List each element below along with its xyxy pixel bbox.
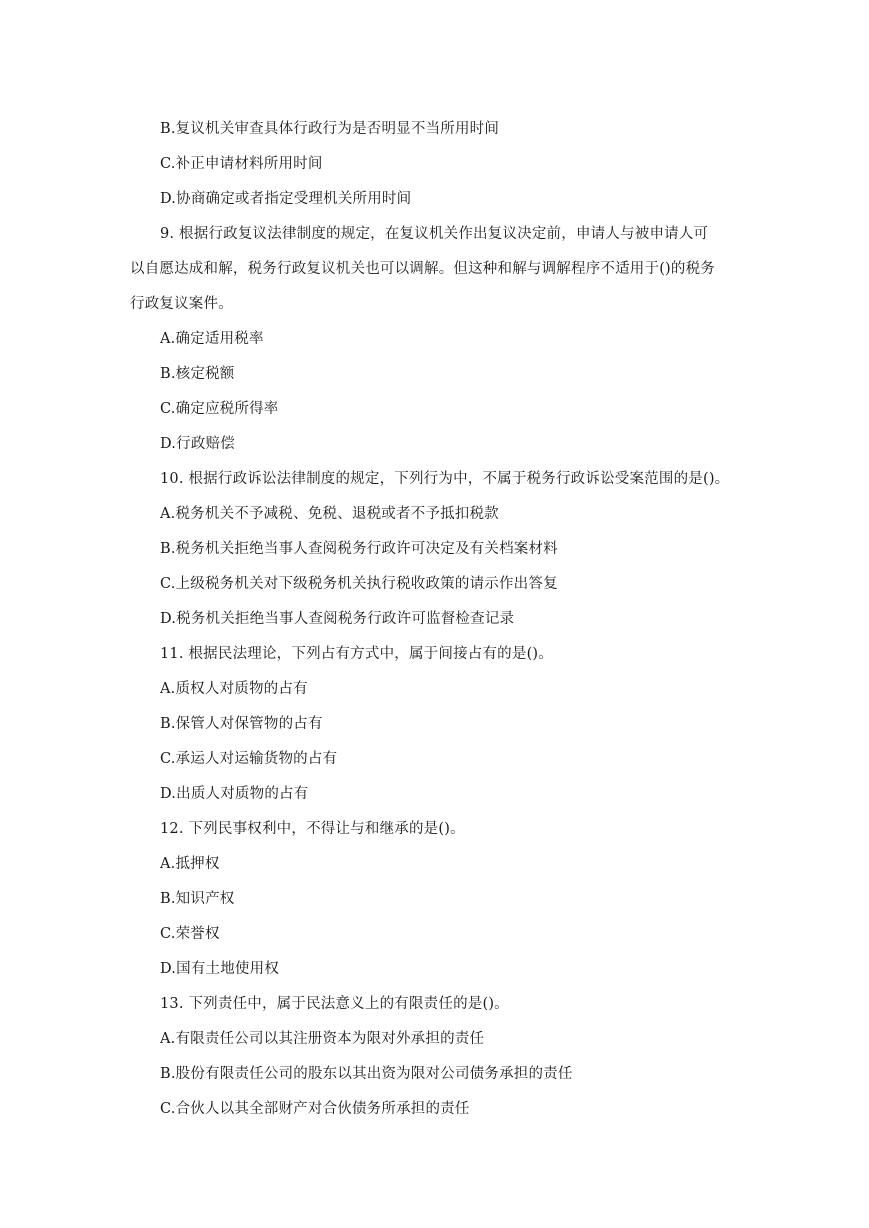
option-line: D.国有土地使用权 [160,961,280,977]
option-line: A.抵押权 [160,856,220,872]
option-line: C.上级税务机关对下级税务机关执行税收政策的请示作出答复 [160,576,558,592]
option-line: C.补正申请材料所用时间 [160,156,323,172]
question-line: 行政复议案件。 [130,296,233,312]
option-line: D.协商确定或者指定受理机关所用时间 [160,191,412,207]
option-line: C.合伙人以其全部财产对合伙债务所承担的责任 [160,1101,470,1117]
option-line: B.保管人对保管物的占有 [160,716,323,732]
option-line: D.税务机关拒绝当事人查阅税务行政许可监督检查记录 [160,611,515,627]
option-line: D.出质人对质物的占有 [160,786,309,802]
option-line: B.复议机关审查具体行政行为是否明显不当所用时间 [160,121,500,137]
option-line: A.税务机关不予减税、免税、退税或者不予抵扣税款 [160,506,499,522]
option-line: A.确定适用税率 [160,331,264,347]
question-line: 10. 根据行政诉讼法律制度的规定，下列行为中，不属于税务行政诉讼受案范围的是()。 [160,471,730,487]
question-line: 以自愿达成和解，税务行政复议机关也可以调解。但这种和解与调解程序不适用于()的税务 [130,261,716,277]
option-line: A.有限责任公司以其注册资本为限对外承担的责任 [160,1031,485,1047]
option-line: B.核定税额 [160,366,235,382]
question-line: 12. 下列民事权利中，不得让与和继承的是()。 [160,821,465,837]
question-line: 11. 根据民法理论，下列占有方式中，属于间接占有的是()。 [160,646,553,662]
option-line: B.股份有限责任公司的股东以其出资为限对公司债务承担的责任 [160,1066,573,1082]
option-line: B.税务机关拒绝当事人查阅税务行政许可决定及有关档案材料 [160,541,558,557]
option-line: B.知识产权 [160,891,235,907]
option-line: C.承运人对运输货物的占有 [160,751,338,767]
question-line: 13. 下列责任中，属于民法意义上的有限责任的是()。 [160,996,509,1012]
option-line: A.质权人对质物的占有 [160,681,308,697]
option-line: D.行政赔偿 [160,436,235,452]
option-line: C.确定应税所得率 [160,401,279,417]
question-line: 9. 根据行政复议法律制度的规定，在复议机关作出复议决定前，申请人与被申请人可 [160,226,709,242]
option-line: C.荣誉权 [160,926,220,942]
